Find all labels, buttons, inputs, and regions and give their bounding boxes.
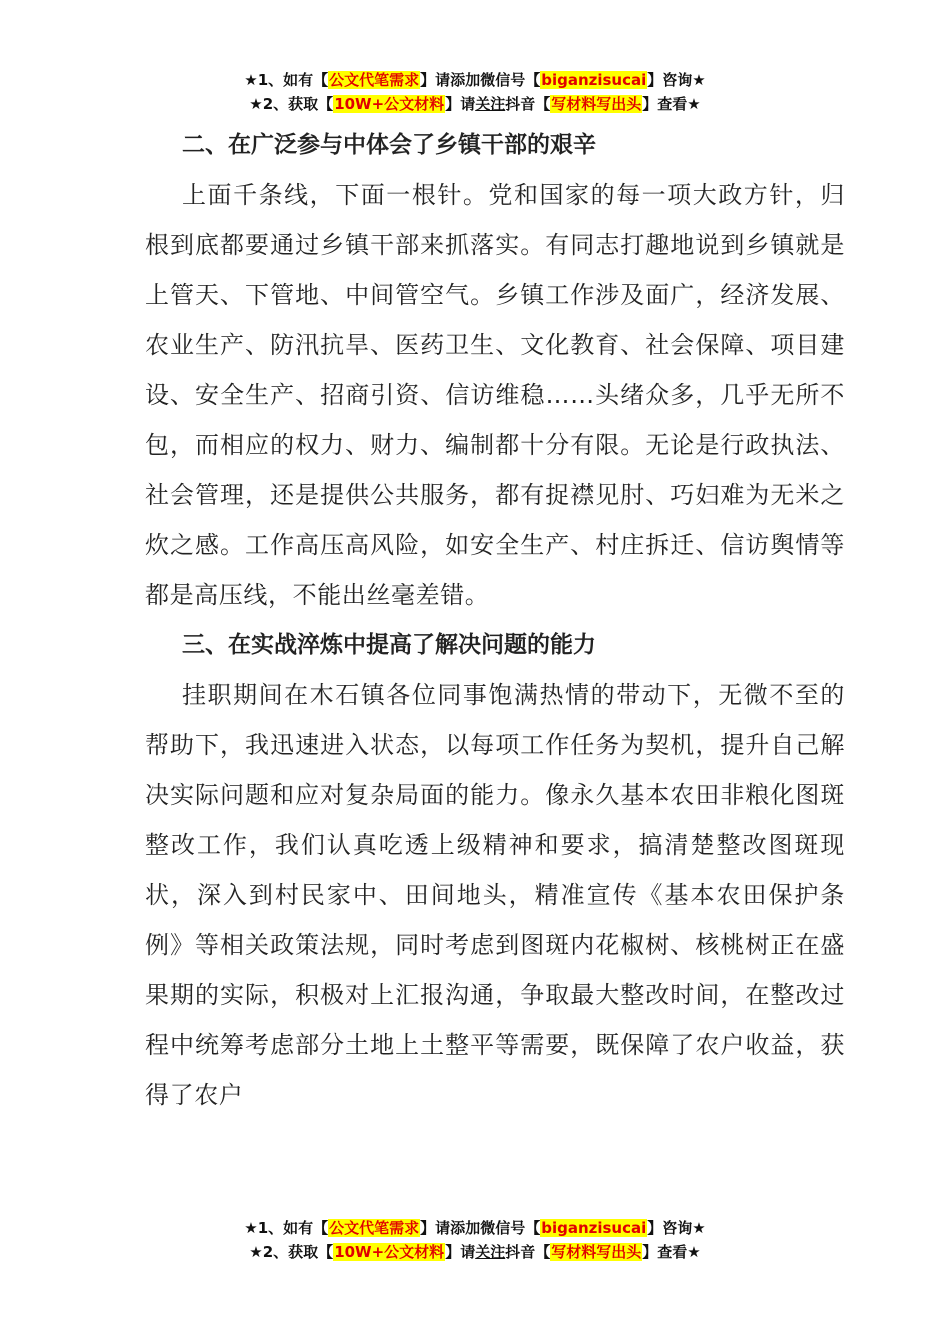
document-body bbox=[145, 120, 845, 1120]
banner-line2-mid1: 】请 bbox=[445, 1243, 476, 1261]
footer-banner bbox=[0, 1216, 950, 1264]
banner-line1-prefix: ★1、如有【 bbox=[244, 71, 329, 89]
highlight-wechat-id: biganzisucai bbox=[541, 1219, 647, 1237]
banner-line2-suffix: 】查看★ bbox=[642, 1243, 701, 1261]
header-banner bbox=[0, 68, 950, 116]
section-paragraph-3: 挂职期间在木石镇各位同事饱满热情的带动下，无微不至的帮助下，我迅速进入状态，以每项工作任务为契机，提升自己解决实际问题和应对复杂局面的能力。像永久基本农田非粮化图斑整改工作，我们认真吃透上级精神和要求，搞清楚整改图斑现状，深入到村民家中、田间地头，精准宣传《基本农田保护条例》等相关政策法规，同时考虑到图斑内花椒树、核桃树正在盛果期的实际，积极对上汇报沟通，争取最大整改时间，在整改过程中统筹考虑部分土地上土整平等需要，既保障了农户收益，获得了农户 bbox=[145, 681, 845, 1109]
banner-line1-prefix: ★1、如有【 bbox=[244, 1219, 329, 1237]
banner-line1-bold: 加 bbox=[465, 1219, 481, 1237]
section-heading-3: 三、在实战淬炼中提高了解决问题的能力 bbox=[182, 632, 596, 658]
banner-line-1 bbox=[0, 68, 950, 92]
banner-line2-mid1: 】请 bbox=[445, 95, 476, 113]
section-heading-2: 二、在广泛参与中体会了乡镇干部的艰辛 bbox=[182, 132, 596, 158]
highlight-materials: 10W+公文材料 bbox=[334, 1243, 445, 1261]
highlight-service: 公文代笔需求 bbox=[329, 1219, 420, 1237]
highlight-douyin-account: 写材料写出头 bbox=[551, 1243, 642, 1261]
banner-line2-mid2: 抖音【 bbox=[505, 95, 551, 113]
banner-line1-mid1: 】请添 bbox=[420, 1219, 466, 1237]
highlight-materials: 10W+公文材料 bbox=[334, 95, 445, 113]
banner-line2-underlined: 关注 bbox=[475, 1243, 506, 1261]
banner-line2-underlined: 关注 bbox=[475, 95, 506, 113]
banner-line-1 bbox=[0, 1216, 950, 1240]
banner-line1-mid2: 微信号【 bbox=[480, 71, 541, 89]
banner-line1-bold: 加 bbox=[465, 71, 481, 89]
banner-line1-mid1: 】请添 bbox=[420, 71, 466, 89]
banner-line2-mid2: 抖音【 bbox=[505, 1243, 551, 1261]
highlight-service: 公文代笔需求 bbox=[329, 71, 420, 89]
banner-line-2 bbox=[0, 1240, 950, 1264]
banner-line1-suffix: 】咨询★ bbox=[647, 71, 706, 89]
banner-line2-prefix: ★2、获取【 bbox=[249, 95, 334, 113]
highlight-douyin-account: 写材料写出头 bbox=[551, 95, 642, 113]
banner-line2-suffix: 】查看★ bbox=[642, 95, 701, 113]
banner-line1-suffix: 】咨询★ bbox=[647, 1219, 706, 1237]
highlight-wechat-id: biganzisucai bbox=[541, 71, 647, 89]
banner-line2-prefix: ★2、获取【 bbox=[249, 1243, 334, 1261]
banner-line-2 bbox=[0, 92, 950, 116]
section-paragraph-2: 上面千条线，下面一根针。党和国家的每一项大政方针，归根到底都要通过乡镇干部来抓落实。有同志打趣地说到乡镇就是上管天、下管地、中间管空气。乡镇工作涉及面广，经济发展、农业生产、防汛抗旱、医药卫生、文化教育、社会保障、项目建设、安全生产、招商引资、信访维稳……头绪众多，几乎无所不包，而相应的权力、财力、编制都十分有限。无论是行政执法、社会管理，还是提供公共服务，都有捉襟见肘、巧妇难为无米之炊之感。工作高压高风险，如安全生产、村庄拆迁、信访舆情等都是高压线，不能出丝毫差错。 bbox=[145, 181, 845, 609]
banner-line1-mid2: 微信号【 bbox=[480, 1219, 541, 1237]
